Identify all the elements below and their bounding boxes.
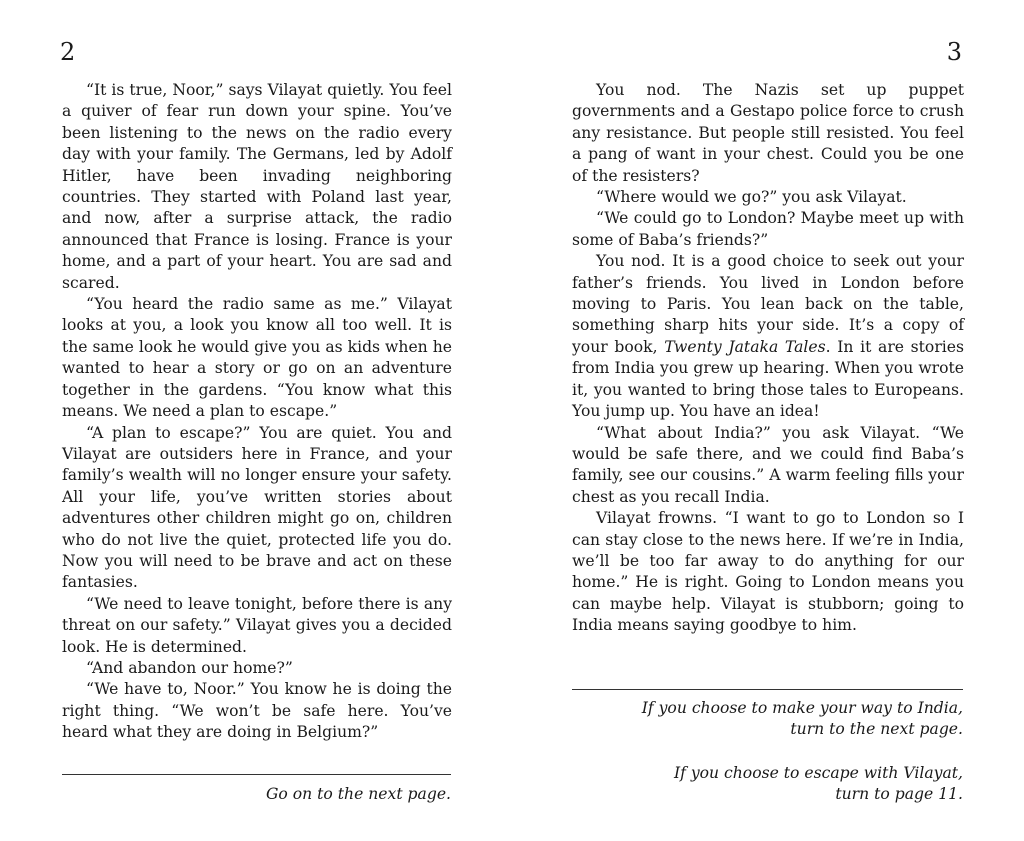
paragraph: “And abandon our home?” — [86, 658, 293, 677]
paragraph: “What about India?” you ask Vilayat. “We would be safe there, and we could find Baba’s family, see our cousins.” A warm feeling fills your chest as you recall India. — [572, 423, 964, 506]
choice-escape-with-vilayat — [572, 763, 963, 806]
page-number-left: 2 — [60, 38, 76, 66]
paragraph: “We could go to London? Maybe meet up with some of Baba’s friends?” — [572, 209, 964, 249]
choice-line: turn to the next page. — [790, 720, 963, 739]
right-page-body — [572, 80, 964, 637]
footer-divider-left — [62, 774, 451, 775]
paragraph: “It is true, Noor,” says Vilayat quietly. You feel a quiver of fear run down your spine. You’ve been listening to the news on the radio every day with your family. The Germans, led by Adolf Hitler, have been invading neighboring countries. They started with Poland last year, and now, after a surprise attack, the radio announced that France is losing. France is your home, and a part of your heart. You are sad and scared. — [62, 81, 452, 292]
paragraph: “A plan to escape?” You are quiet. You and Vilayat are outsiders here in France, and your family’s wealth will no longer ensure your safety. All your life, you’ve written stories about adventures other children might go on, children who do not live the quiet, protected life you do. Now you will need to be brave and act on these fantasies. — [62, 423, 452, 592]
choice-india — [572, 698, 963, 741]
paragraph-text: . In it are stories from India you grew up hearing. When you wrote it, you wanted to bring those tales to Europeans. You jump up. You have an idea! — [572, 337, 964, 421]
footer-divider-right — [572, 689, 963, 690]
paragraph: Vilayat frowns. “I want to go to London so I can stay close to the news here. If we’re in India, we’ll be too far away to do anything for our home.” He is right. Going to London means you can maybe help. Vilayat is stubborn; going to India means saying goodbye to him. — [572, 509, 964, 635]
paragraph: “We have to, Noor.” You know he is doing the right thing. “We won’t be safe here. You’ve heard what they are doing in Belgium?” — [62, 680, 452, 742]
next-page-prompt: Go on to the next page. — [265, 785, 451, 803]
book-title: Twenty Jataka Tales — [664, 337, 826, 356]
choice-line: If you choose to escape with Vilayat, — [673, 764, 963, 782]
paragraph: “We need to leave tonight, before there is any threat on our safety.” Vilayat gives you a decided look. He is determined. — [62, 594, 452, 656]
paragraph: “Where would we go?” you ask Vilayat. — [596, 188, 907, 207]
left-page-body — [62, 80, 452, 744]
page-number-right: 3 — [946, 38, 962, 66]
paragraph-text: You nod. It is a good choice to seek out your father’s friends. You lived in London before moving to Paris. You lean back on the table, something sharp hits your side. It’s a copy of your book, — [572, 252, 964, 356]
paragraph: “You heard the radio same as me.” Vilayat looks at you, a look you know all too well. It is the same look he would give you as kids when he wanted to hear a story or go on an adventure together in the gardens. “You know what this means. We need a plan to escape.” — [62, 295, 452, 421]
paragraph-with-book-title — [572, 251, 964, 422]
paragraph: You nod. The Nazis set up puppet governments and a Gestapo police force to crush any resistance. But people still resisted. You feel a pang of want in your chest. Could you be one of the resisters? — [572, 81, 964, 185]
choice-line: If you choose to make your way to India, — [641, 699, 963, 717]
choice-line: turn to page 11. — [835, 785, 963, 804]
